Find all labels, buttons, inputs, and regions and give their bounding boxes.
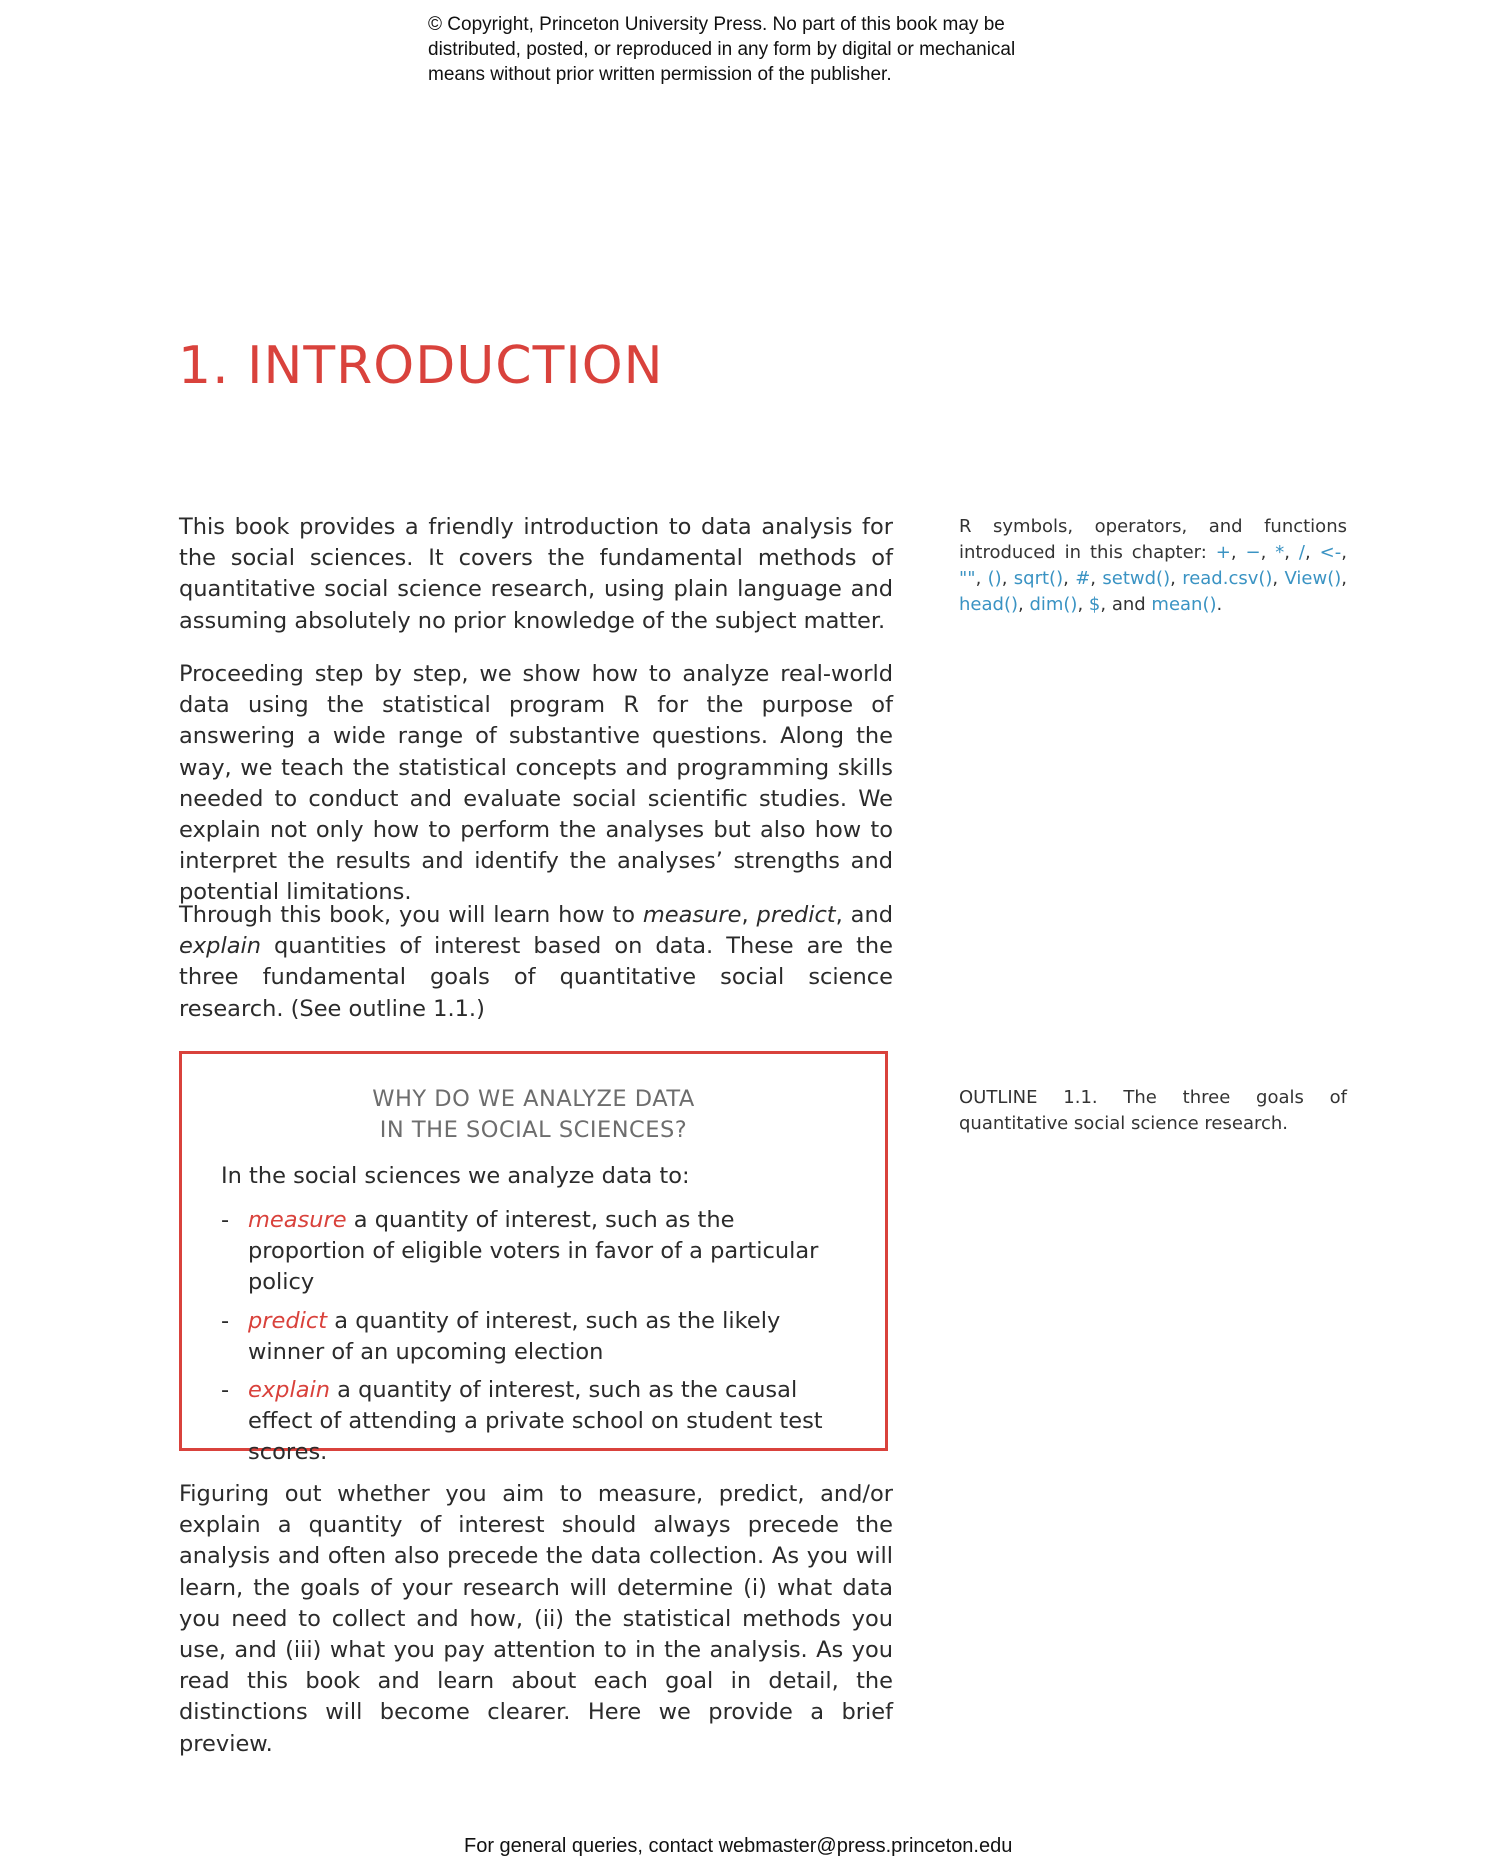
goal-keyword-predict: predict: [248, 1307, 328, 1334]
footer-contact: For general queries, contact webmaster@press.princeton.edu: [464, 1835, 1013, 1857]
outline-box-title-line-2: IN THE SOCIAL SCIENCES?: [379, 1117, 688, 1143]
r-code-head: head(): [959, 594, 1018, 615]
r-code-read-csv: read.csv(): [1182, 568, 1273, 589]
paragraph-3-part-4: quantities of interest based on data. These are the three fundamental goals of quantitative social science research. (See outline 1.1.): [179, 933, 893, 1022]
paragraph-3-part-1: Through this book, you will learn how to: [179, 902, 643, 928]
r-code-sqrt: sqrt(): [1013, 568, 1064, 589]
outline-box-intro: In the social sciences we analyze data to:: [221, 1163, 690, 1189]
copyright-notice: [428, 12, 1128, 87]
sidenote-r-functions: [959, 514, 1347, 618]
list-dash: -: [221, 1377, 230, 1403]
r-code-comment: #: [1075, 568, 1091, 589]
list-dash: -: [221, 1307, 230, 1334]
sidenote-and: and: [1111, 594, 1146, 615]
measure-emphasis: measure: [642, 902, 742, 928]
goal-description: a quantity of interest, such as the causal effect of attending a private school on student test scores.: [248, 1377, 823, 1465]
goal-measure-item: [221, 1205, 857, 1298]
r-code-plus: +: [1215, 542, 1231, 563]
r-code-dim: dim(): [1029, 594, 1078, 615]
paragraph-3-text: [179, 900, 893, 1025]
r-code-assign: <-: [1319, 542, 1342, 563]
outline-goal-list: [221, 1205, 857, 1476]
sidenote-outline-caption: [959, 1085, 1347, 1137]
paragraph-1: [179, 512, 893, 637]
paragraph-3-part-2: ,: [741, 902, 757, 928]
paragraph-3: [179, 900, 893, 1025]
list-dash: -: [221, 1207, 230, 1233]
r-code-divide: /: [1298, 542, 1305, 563]
goal-description: a quantity of interest, such as the likely winner of an upcoming election: [248, 1307, 781, 1365]
r-code-setwd: setwd(): [1102, 568, 1171, 589]
goal-description: a quantity of interest, such as the proportion of eligible voters in favor of a particular policy: [248, 1207, 819, 1295]
sidenote-intro: R symbols, operators, and functions introduced in this chapter:: [959, 516, 1347, 563]
goal-explain-item: [221, 1375, 857, 1468]
r-code-view: View(): [1284, 568, 1342, 589]
predict-emphasis: predict: [756, 902, 836, 928]
copyright-line-3: means without prior written permission of the publisher.: [428, 64, 892, 85]
explain-emphasis: explain: [179, 933, 261, 960]
goal-keyword-measure: measure: [248, 1207, 347, 1233]
outline-box: [179, 1051, 888, 1465]
outline-box-title-line-1: WHY DO WE ANALYZE DATA: [372, 1086, 695, 1112]
r-code-mean: mean(): [1151, 594, 1217, 615]
sidenote-r-functions-text: R symbols, operators, and functions introduced in this chapter: +, −, *, /, <-, "", (), sqrt(), #, setwd(), read.csv(), View(), head(), dim(), $, and mean().: [959, 516, 1348, 615]
goal-keyword-explain: explain: [248, 1377, 330, 1403]
copyright-line-1: © Copyright, Princeton University Press. No part of this book may be: [428, 14, 1005, 35]
outline-box-title: [182, 1084, 885, 1146]
r-code-parentheses: (): [987, 568, 1002, 589]
r-code-multiply: *: [1275, 542, 1285, 563]
r-code-dollar: $: [1088, 594, 1101, 615]
copyright-line-2: distributed, posted, or reproduced in any form by digital or mechanical: [428, 39, 1016, 60]
paragraph-2: [179, 659, 893, 909]
r-code-minus: −: [1245, 542, 1261, 563]
r-code-quotes: "": [959, 568, 976, 589]
paragraph-3-part-3: , and: [835, 902, 893, 928]
paragraph-4: [179, 1479, 893, 1760]
goal-predict-item: [221, 1306, 857, 1368]
sidenote-end: .: [1216, 594, 1223, 615]
paragraph-1-text: This book provides a friendly introduction to data analysis for the social sciences. It covers the fundamental methods of quantitative social science research, using plain language and assuming absolutely no prior knowledge of the subject matter.: [179, 514, 893, 634]
paragraph-2-text: Proceeding step by step, we show how to analyze real-world data using the statistical program R for the purpose of answering a wide range of substantive questions. Along the way, we teach the statistical concepts and programming skills needed to conduct and evaluate social scientific studies. We explain not only how to perform the analyses but also how to interpret the results and identify the analyses’ strengths and potential limitations.: [179, 661, 893, 906]
outline-caption-text: OUTLINE 1.1. The three goals of quantitative social science research.: [959, 1087, 1347, 1134]
chapter-title: 1. INTRODUCTION: [178, 336, 664, 396]
paragraph-4-text: Figuring out whether you aim to measure, predict, and/or explain a quantity of interest should always precede the analysis and often also precede the data collection. As you will learn, the goals of your research will determine (i) what data you need to collect and how, (ii) the statistical methods you use, and (iii) what you pay attention to in the analysis. As you read this book and learn about each goal in detail, the distinctions will become clearer. Here we provide a brief preview.: [179, 1481, 893, 1757]
